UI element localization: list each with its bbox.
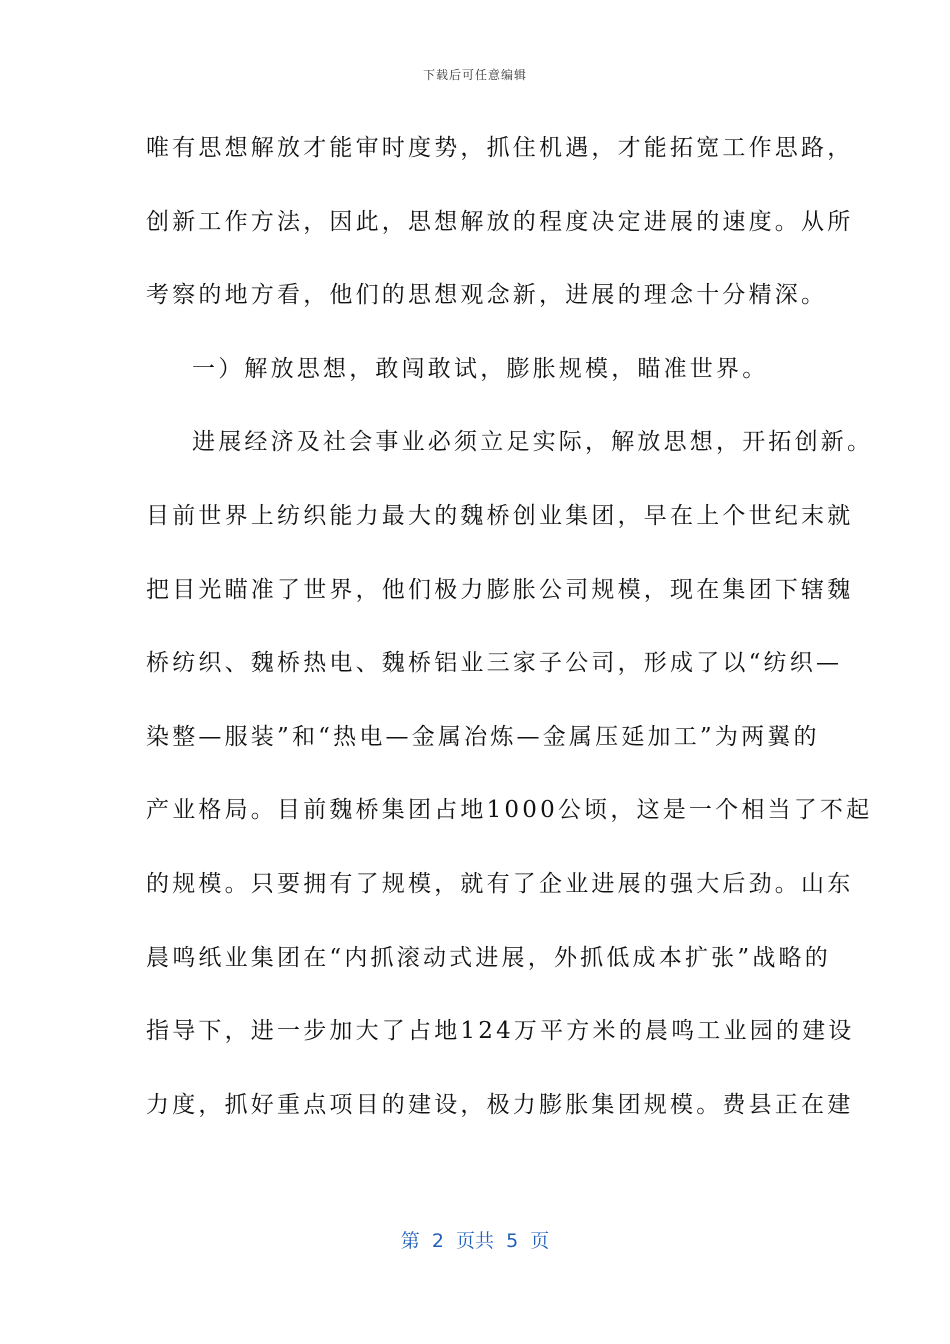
- text-line-9: 染整—服装”和“热电—金属冶炼—金属压延加工”为两翼的: [146, 723, 820, 750]
- page-header: 下载后可任意编辑: [422, 68, 527, 82]
- text-line-3: 考察的地方看，他们的思想观念新，进展的理念十分精深。: [146, 282, 828, 309]
- page-number-footer: 第 2 页共 5 页: [400, 1230, 550, 1252]
- text-line-5: 进展经济及社会事业必须立足实际，解放思想，开拓创新。: [192, 429, 874, 456]
- text-line-11: 的规模。只要拥有了规模，就有了企业进展的强大后劲。山东: [146, 870, 854, 897]
- text-line-8: 桥纺织、魏桥热电、魏桥铝业三家子公司，形成了以“纺织—: [146, 650, 843, 677]
- text-line-10: 产业格局。目前魏桥集团占地1000公顷，这是一个相当了不起: [146, 797, 873, 824]
- text-line-1: 唯有思想解放才能审时度势，抓住机遇，才能拓宽工作思路，: [146, 135, 854, 161]
- text-line-12: 晨鸣纸业集团在“内抓滚动式进展，外抓低成本扩张”战略的: [146, 944, 831, 971]
- text-line-14: 力度，抓好重点项目的建设，极力膨胀集团规模。费县正在建: [146, 1091, 854, 1118]
- text-line-6: 目前世界上纺织能力最大的魏桥创业集团，早在上个世纪末就: [146, 502, 854, 529]
- document-body: [146, 118, 874, 1148]
- text-line-7: 把目光瞄准了世界，他们极力膨胀公司规模，现在集团下辖魏: [146, 576, 854, 603]
- section-heading: 一）解放思想，敢闯敢试，膨胀规模，瞄准世界。: [192, 355, 769, 382]
- text-line-13: 指导下，进一步加大了占地124万平方米的晨鸣工业园的建设: [146, 1018, 855, 1045]
- text-line-2: 创新工作方法，因此，思想解放的程度决定进展的速度。从所: [146, 208, 854, 235]
